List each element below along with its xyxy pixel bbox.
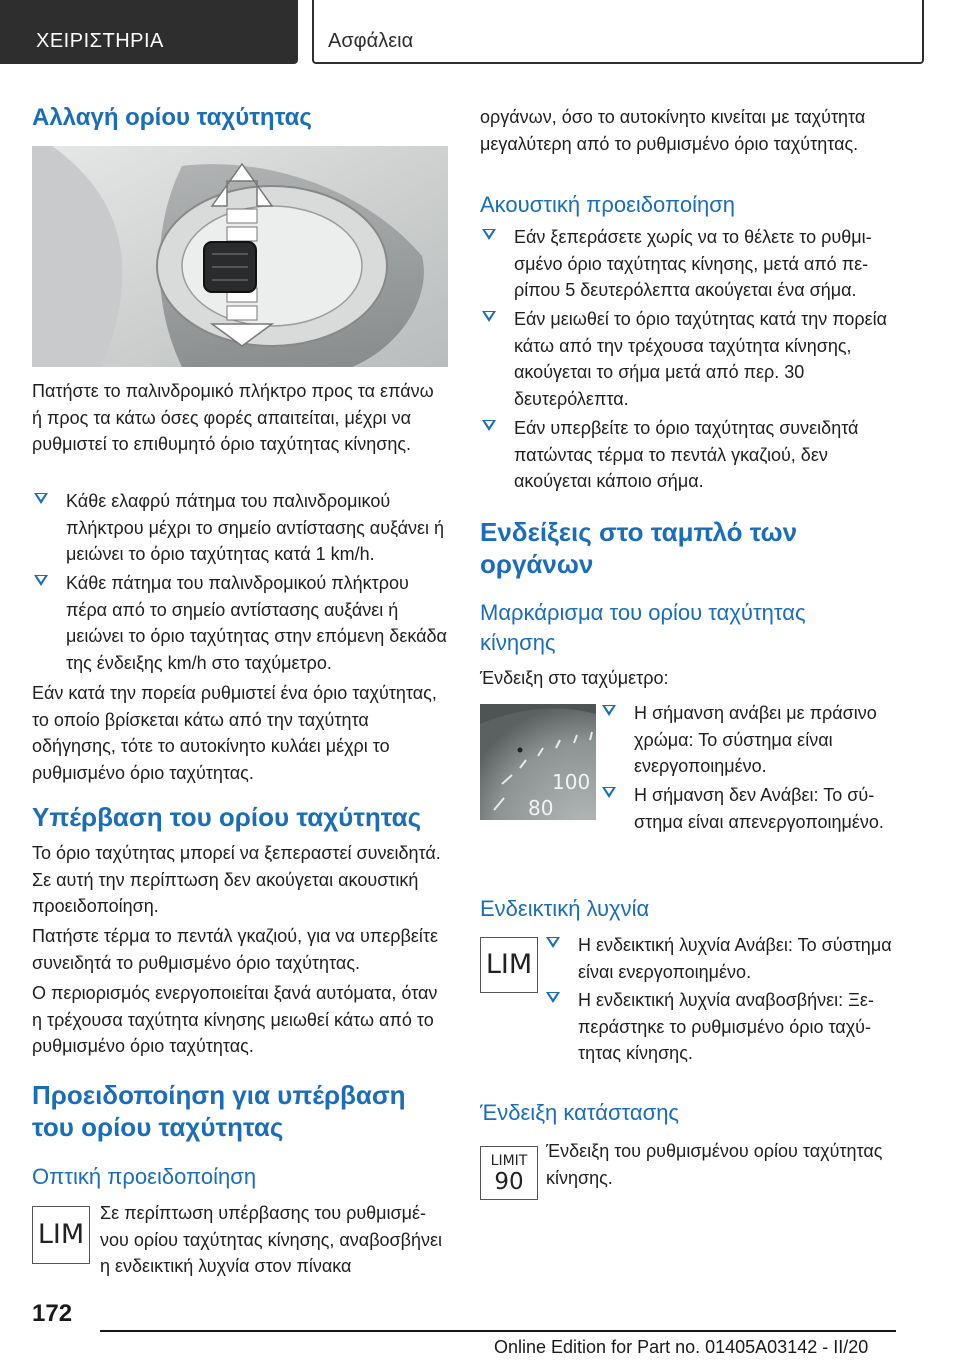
bullet-triangle-icon [602, 787, 616, 798]
speedo-label-100: 100 [552, 770, 591, 794]
footer-divider [100, 1330, 896, 1332]
bullet-kickdown-no-signal [480, 415, 900, 495]
heading-warning-line2: του ορίου ταχύτητας [32, 1112, 284, 1142]
bullet-marking-off [600, 782, 900, 835]
bullet-lamp-flashing [544, 987, 900, 1067]
heading-optical-warning: Οπτική προειδοποίηση [32, 1164, 257, 1189]
paragraph-press-rocker: Πατήστε το παλινδρομικό πλήκτρο προς τα επάνω ή προς τα κάτω όσες φορές απαιτείται, μέχρι να ρυθμιστεί το επιθυμητό όριο ταχύτητας κίνησης. [32, 381, 434, 454]
heading-marking-line2: κίνησης [480, 630, 556, 655]
bullet-text: Κάθε πάτημα του παλινδρομικού πλήκτρου πέρα από το σημείο αντίστασης αυξάνει ή μειώνει το όριο ταχύτητας στην επόμενη δεκάδα της ένδειξης km/h στο ταχύμετρο. [66, 573, 447, 673]
heading-exceed-limit: Υπέρβαση του ορίου ταχύτητας [32, 802, 422, 832]
lim-indicator-icon: LIM [480, 937, 538, 993]
bullet-triangle-icon [34, 575, 48, 586]
bullet-triangle-icon [482, 229, 496, 240]
bullet-triangle-icon [602, 705, 616, 716]
chapter-title: Ασφάλεια [328, 30, 414, 52]
bullet-text: Η σήμανση ανάβει με πράσινο χρώμα: Το σύστημα είναι ενεργοποιημένο. [634, 703, 877, 776]
bullet-triangle-icon [482, 420, 496, 431]
page-number: 172 [32, 1300, 73, 1327]
heading-change-limit: Αλλαγή ορίου ταχύτητας [32, 104, 312, 131]
speedometer-image [480, 704, 596, 820]
bullet-text: Εάν υπερβείτε το όριο ταχύτητας συνειδητά πατώντας τέρμα το πεντάλ γκαζιού, δεν ακούγεται κάποιο σήμα. [514, 418, 859, 491]
paragraph-exceed-consciously: Το όριο ταχύτητας μπορεί να ξεπεραστεί συνειδητά. Σε αυτή την περίπτωση δεν ακούγεται ακουστική προειδοποίηση. [32, 843, 441, 916]
bullet-text: Η σήμανση δεν Ανάβει: Το σύστημα είναι απενεργοποιημένο. [634, 785, 884, 832]
heading-acoustic-warning: Ακουστική προειδοποίηση [480, 192, 736, 217]
chapter-tab [312, 0, 924, 64]
heading-status-display: Ένδειξη κατάστασης [480, 1100, 680, 1125]
heading-instrument-display-line2: οργάνων [480, 549, 594, 579]
bullet-text: Εάν μειωθεί το όριο ταχύτητας κατά την πορεία κάτω από την τρέχουσα ταχύτητα κίνησης, ακούγεται το σήμα μετά από περ. 30 δευτερόλεπτα. [514, 309, 888, 409]
bullet-unintended-exceed [480, 224, 900, 304]
lim-indicator-icon: LIM [32, 1206, 90, 1264]
paragraph-reactivation: Ο περιορισμός ενεργοποιείται ξανά αυτόματα, όταν η τρέχουσα ταχύτητα κίνησης μειωθεί κάτω από το ρυθμισμένο όριο ταχύτητας. [32, 983, 438, 1056]
limit-word: LIMIT [490, 1153, 528, 1169]
steering-rocker-illustration [32, 146, 448, 367]
bullet-lamp-on [544, 932, 900, 985]
limit-value: 90 [494, 1169, 524, 1195]
section-title: ΧΕΙΡΙΣΤΗΡΙΑ [36, 30, 164, 52]
paragraph-kickdown: Πατήστε τέρμα το πεντάλ γκαζιού, για να υπερβείτε συνειδητά το ρυθμισμένο όριο ταχύτητας. [32, 926, 439, 973]
edition-text: Online Edition for Part no. 01405A03142 - II/20 [494, 1337, 869, 1357]
heading-warning-line1: Προειδοποίηση για υπέρβαση [32, 1080, 406, 1110]
bullet-triangle-icon [546, 992, 560, 1003]
bullet-text: Κάθε ελαφρύ πάτημα του παλινδρομικού πλήκτρου μέχρι το σημείο αντίστασης αυξάνει ή μειώνει το όριο ταχύτητας κατά 1 km/h. [66, 491, 445, 564]
bullet-text: Εάν ξεπεράσετε χωρίς να το θέλετε το ρυθμισμένο όριο ταχύτητας κίνησης, μετά από περίπου 5 δευτερόλεπτα ακούγεται ένα σήμα. [514, 227, 872, 300]
paragraph-continued: οργάνων, όσο το αυτοκίνητο κινείται με ταχύτητα μεγαλύτερη από το ρυθμισμένο όριο ταχύτητας. [480, 107, 866, 154]
bullet-text: Η ενδεικτική λυχνία αναβοσβήνει: Ξεπεράστηκε το ρυθμισμένο όριο ταχύτητας κίνησης. [578, 990, 874, 1063]
bullet-triangle-icon [482, 311, 496, 322]
bullet-full-press [32, 570, 448, 676]
bullet-triangle-icon [546, 937, 560, 948]
paragraph-optical-warning: Σε περίπτωση υπέρβασης του ρυθμισμένου ορίου ταχύτητας κίνησης, αναβοσβήνει η ενδεικτική λυχνία στον πίνακα [100, 1203, 443, 1276]
paragraph-coasting: Εάν κατά την πορεία ρυθμιστεί ένα όριο ταχύτητας, το οποίο βρίσκεται κάτω από την ταχύτητα οδήγησης, τότε το αυτοκίνητο κυλάει μέχρι το ρυθμισμένο όριο ταχύτητας. [32, 683, 437, 783]
heading-instrument-display-line1: Ενδείξεις στο ταμπλό των [480, 517, 798, 547]
steering-rocker-image [32, 146, 448, 367]
bullet-triangle-icon [34, 493, 48, 504]
bullet-limit-reduced [480, 306, 900, 412]
bullet-marking-green [600, 700, 900, 780]
heading-marking-line1: Μαρκάρισμα του ορίου ταχύτητας [480, 600, 806, 625]
limit-status-icon [480, 1146, 538, 1200]
heading-indicator-lamp: Ενδεικτική λυχνία [480, 896, 650, 921]
paragraph-speedometer-display: Ένδειξη στο ταχύμετρο: [480, 668, 669, 688]
bullet-light-press [32, 488, 448, 568]
paragraph-status-display: Ένδειξη του ρυθμισμένου ορίου ταχύτητας κίνησης. [546, 1141, 883, 1188]
speedo-label-80: 80 [528, 796, 554, 820]
section-tab [0, 0, 298, 64]
bullet-text: Η ενδεικτική λυχνία Ανάβει: Το σύστημα είναι ενεργοποιημένο. [578, 935, 892, 982]
